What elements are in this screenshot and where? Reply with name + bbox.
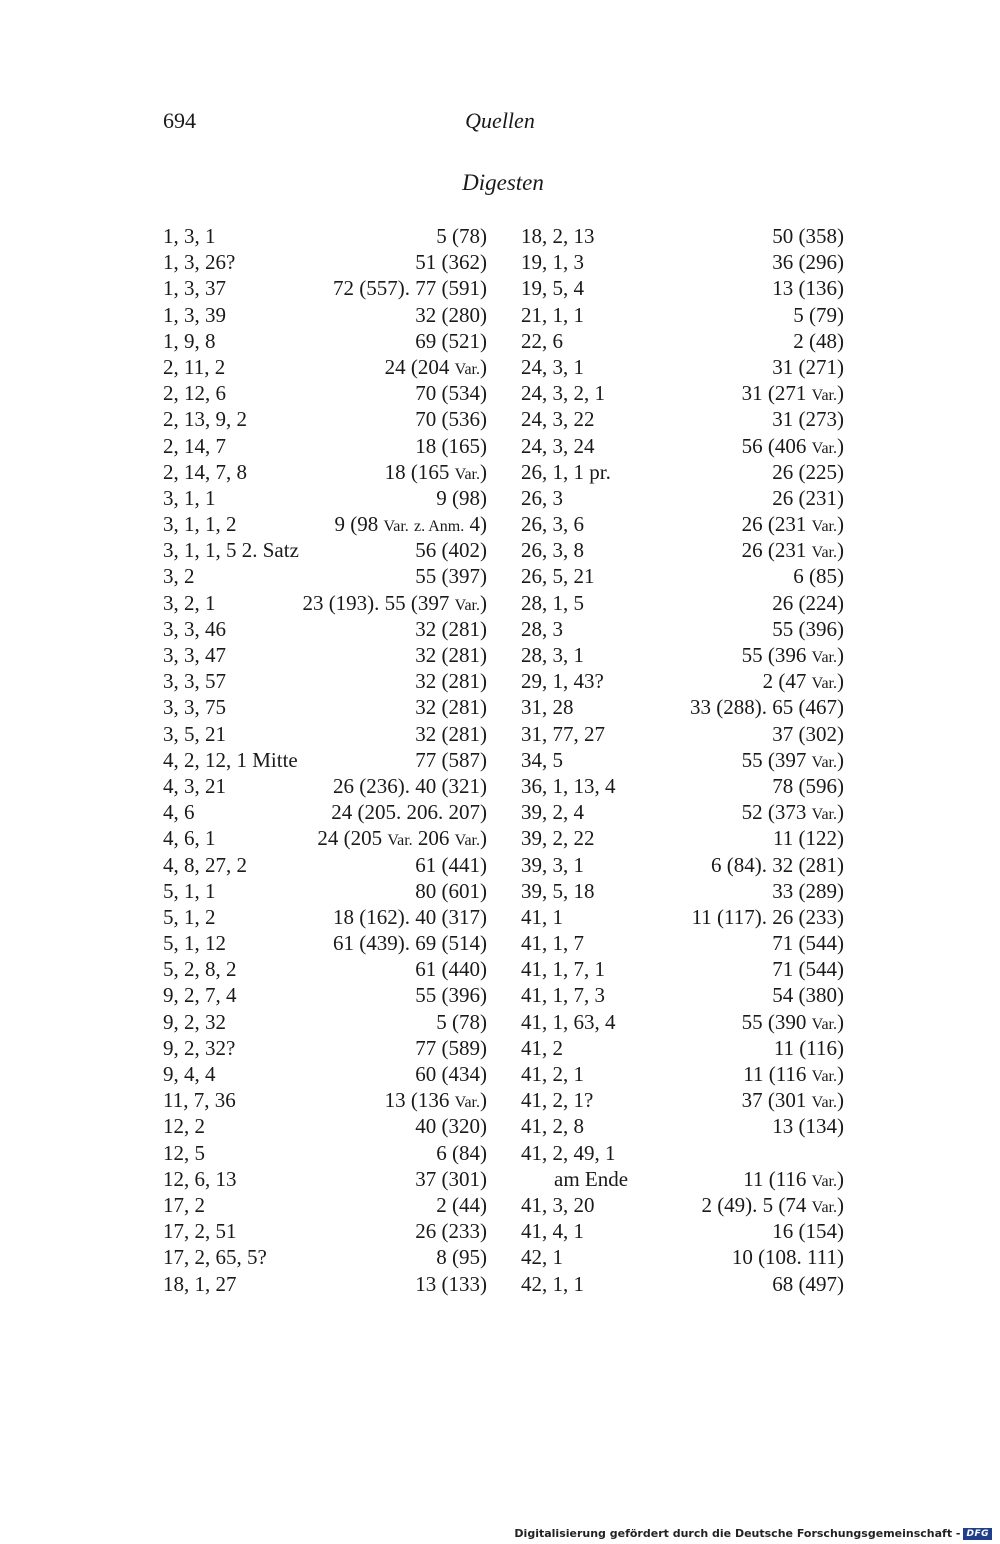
index-entry-reference: 41, 1, 7, 1 — [521, 957, 605, 982]
index-entry-pages: 52 (373 Var.) — [741, 800, 844, 825]
index-entry-pages: 55 (396 Var.) — [741, 643, 844, 667]
running-title: Quellen — [465, 108, 535, 133]
index-entry — [521, 406, 844, 432]
index-entry — [163, 1140, 487, 1166]
index-entry-pages: 56 (406 Var.) — [741, 433, 844, 458]
index-entry-pages: 50 (358) — [772, 224, 844, 248]
index-entry-reference: 1, 3, 37 — [163, 276, 226, 301]
index-entry-reference: 22, 6 — [521, 328, 563, 353]
index-entry-pages: 32 (281) — [415, 616, 487, 641]
index-entry — [163, 1009, 487, 1035]
index-entry — [521, 1087, 844, 1113]
index-entry-reference: 34, 5 — [521, 747, 563, 772]
index-entry-pages: 51 (362) — [415, 250, 487, 275]
index-entry — [521, 380, 844, 406]
index-entry-reference: 31, 28 — [521, 695, 574, 720]
index-entry-reference: 17, 2, 65, 5? — [163, 1245, 267, 1270]
index-entry-pages: 10 (108. 111) — [731, 1245, 844, 1270]
index-entry-reference: 11, 7, 36 — [163, 1088, 236, 1113]
index-entry-reference: 3, 3, 47 — [163, 643, 226, 667]
index-entry-pages: 18 (162). 40 (317) — [333, 904, 487, 929]
index-entry — [163, 878, 487, 904]
index-entry-reference: 41, 1, 7, 3 — [521, 983, 605, 1008]
index-entry-pages: 2 (47 Var.) — [762, 669, 844, 694]
index-entry — [163, 773, 487, 799]
index-entry-reference: 29, 1, 43? — [521, 669, 604, 694]
index-entry-pages: 55 (390 Var.) — [741, 1009, 844, 1034]
index-entry-pages: 78 (596) — [772, 773, 844, 798]
index-entry-pages: 6 (85) — [793, 564, 844, 589]
index-entry-reference: 5, 2, 8, 2 — [163, 957, 237, 982]
index-entry — [163, 459, 487, 485]
index-entry-reference: 19, 1, 3 — [521, 250, 584, 275]
index-column-right — [521, 223, 844, 1297]
index-entry-reference: 24, 3, 22 — [521, 407, 595, 432]
index-entry — [163, 904, 487, 930]
index-entry — [163, 328, 487, 354]
index-entry-reference: 41, 3, 20 — [521, 1192, 595, 1217]
index-entry-pages: 71 (544) — [772, 957, 844, 982]
index-entry — [163, 1061, 487, 1087]
index-entry-reference: 12, 6, 13 — [163, 1166, 237, 1191]
index-entry — [163, 563, 487, 589]
index-entry-pages: 55 (396) — [772, 616, 844, 641]
index-entry-pages: 26 (233) — [415, 1219, 487, 1244]
index-entry-pages: 6 (84) — [436, 1140, 487, 1165]
index-entry-pages: 11 (116 Var.) — [743, 1062, 844, 1086]
index-entry — [521, 275, 844, 301]
index-entry — [163, 537, 487, 563]
index-entry — [521, 642, 844, 668]
index-entry — [163, 380, 487, 406]
index-entry-reference: 2, 13, 9, 2 — [163, 407, 247, 432]
index-entry-pages: 16 (154) — [772, 1219, 844, 1244]
index-entry-pages: 26 (225) — [772, 459, 844, 484]
index-entry-pages: 80 (601) — [415, 878, 487, 903]
index-entry-pages: 32 (281) — [415, 669, 487, 694]
index-entry-reference: 3, 1, 1 — [163, 485, 216, 510]
index-entry-reference: 1, 3, 26? — [163, 250, 236, 275]
index-entry — [163, 433, 487, 459]
index-entry-pages: 9 (98) — [436, 485, 487, 510]
index-entry-reference: 39, 2, 4 — [521, 800, 584, 825]
index-entry-reference: 28, 3 — [521, 616, 563, 641]
index-entry-pages: 5 (79) — [793, 302, 844, 327]
index-column-left — [163, 223, 487, 1297]
index-entry-reference: 24, 3, 24 — [521, 433, 595, 458]
index-entry — [521, 1244, 844, 1270]
index-entry — [163, 485, 487, 511]
index-entry — [163, 694, 487, 720]
index-entry — [521, 721, 844, 747]
index-entry-reference: 42, 1 — [521, 1245, 563, 1270]
index-entry-reference: 1, 9, 8 — [163, 328, 216, 353]
index-entry-reference: 1, 3, 39 — [163, 302, 226, 327]
index-entry-reference: 9, 2, 7, 4 — [163, 983, 237, 1008]
index-entry — [163, 1113, 487, 1139]
index-entry — [521, 852, 844, 878]
index-entry-pages: 24 (205. 206. 207) — [331, 800, 487, 825]
index-entry — [521, 249, 844, 275]
index-entry-pages: 31 (271) — [772, 354, 844, 379]
index-entry-pages: 31 (271 Var.) — [741, 381, 844, 406]
index-entry — [163, 668, 487, 694]
index-entry-pages: 33 (288). 65 (467) — [690, 695, 844, 720]
index-entry-pages: 61 (440) — [415, 957, 487, 982]
index-entry-reference: 3, 1, 1, 5 2. Satz — [163, 538, 299, 563]
index-entry — [521, 328, 844, 354]
index-entry-reference: 4, 8, 27, 2 — [163, 852, 247, 877]
index-entry-pages: 13 (136 Var.) — [384, 1088, 487, 1113]
index-entry-reference: 2, 11, 2 — [163, 354, 226, 379]
index-entry — [521, 590, 844, 616]
index-entry-reference: 4, 2, 12, 1 Mitte — [163, 747, 298, 772]
index-entry-pages: 11 (116 Var.) — [743, 1166, 844, 1191]
index-entry — [521, 930, 844, 956]
index-entry-reference: 41, 2, 1 — [521, 1062, 584, 1086]
index-entry — [521, 1061, 844, 1087]
index-entry — [163, 799, 487, 825]
index-entry-pages: 60 (434) — [415, 1062, 487, 1086]
index-entry — [163, 642, 487, 668]
index-entry — [521, 1113, 844, 1139]
index-entry-reference: 28, 1, 5 — [521, 590, 584, 615]
index-entry-pages: 32 (281) — [415, 721, 487, 746]
index-entry — [163, 956, 487, 982]
index-entry-reference: 26, 3, 8 — [521, 538, 584, 563]
index-entry-reference: 3, 5, 21 — [163, 721, 226, 746]
index-entry — [521, 799, 844, 825]
index-entry-reference: 39, 3, 1 — [521, 852, 584, 877]
index-entry-pages: 55 (396) — [415, 983, 487, 1008]
index-entry-pages: 36 (296) — [772, 250, 844, 275]
index-entry-pages: 55 (397 Var.) — [741, 747, 844, 772]
index-entry-reference: 41, 1, 63, 4 — [521, 1009, 616, 1034]
index-entry-reference: 3, 3, 46 — [163, 616, 226, 641]
index-entry — [521, 1192, 844, 1218]
index-entry-pages: 40 (320) — [415, 1114, 487, 1139]
index-entry-pages: 11 (117). 26 (233) — [691, 904, 844, 929]
index-entry — [163, 982, 487, 1008]
index-entry-reference: 41, 2, 1? — [521, 1088, 594, 1113]
index-entry-pages: 11 (122) — [773, 826, 844, 851]
index-entry — [163, 354, 487, 380]
index-entry-pages: 61 (439). 69 (514) — [333, 931, 487, 956]
index-entry-pages: 13 (133) — [415, 1271, 487, 1296]
index-entry-pages: 5 (78) — [436, 1009, 487, 1034]
index-entry-pages: 26 (231) — [772, 485, 844, 510]
index-entry-reference: 39, 2, 22 — [521, 826, 595, 851]
index-entry — [521, 747, 844, 773]
index-entry-pages: 9 (98 Var. z. Anm. 4) — [334, 512, 487, 537]
index-entry — [521, 485, 844, 511]
index-entry — [521, 354, 844, 380]
index-entry — [521, 459, 844, 485]
index-entry-reference: 3, 3, 75 — [163, 695, 226, 720]
index-entry-pages: 5 (78) — [436, 224, 487, 248]
index-entry — [521, 825, 844, 851]
index-entry-reference: 3, 3, 57 — [163, 669, 226, 694]
index-entry-reference: 41, 2, 8 — [521, 1114, 584, 1139]
index-entry-pages: 61 (441) — [415, 852, 487, 877]
index-entry — [163, 223, 487, 249]
index-entry — [521, 1166, 844, 1192]
index-entry-reference: 26, 5, 21 — [521, 564, 595, 589]
index-entry — [163, 1218, 487, 1244]
index-entry-pages: 23 (193). 55 (397 Var.) — [302, 590, 487, 615]
index-entry-pages: 32 (281) — [415, 643, 487, 667]
index-entry-pages: 18 (165) — [415, 433, 487, 458]
index-entry-pages: 69 (521) — [415, 328, 487, 353]
index-entry-reference: 12, 2 — [163, 1114, 205, 1139]
footer-text: Digitalisierung gefördert durch die Deutsche Forschungsgemeinschaft - — [514, 1527, 961, 1540]
section-title: Digesten — [462, 170, 544, 195]
index-entry-pages: 70 (534) — [415, 381, 487, 406]
index-entry-reference: 28, 3, 1 — [521, 643, 584, 667]
index-entry-pages: 11 (116) — [773, 1035, 844, 1060]
index-entry-reference: am Ende — [554, 1166, 629, 1191]
index-entry — [163, 1244, 487, 1270]
dfg-logo: DFG — [963, 1528, 992, 1540]
index-entry-reference: 3, 2, 1 — [163, 590, 216, 615]
index-entry-pages: 2 (49). 5 (74 Var.) — [701, 1192, 844, 1217]
index-entry — [521, 433, 844, 459]
index-entry-reference: 26, 3 — [521, 485, 563, 510]
index-entry-pages: 26 (231 Var.) — [741, 538, 844, 563]
index-entry-reference: 19, 5, 4 — [521, 276, 584, 301]
index-entry-reference: 42, 1, 1 — [521, 1271, 584, 1296]
index-entry — [163, 1271, 487, 1297]
index-entry-reference: 2, 14, 7 — [163, 433, 226, 458]
index-entry-reference: 9, 2, 32? — [163, 1035, 236, 1060]
index-entry-pages: 26 (231 Var.) — [741, 512, 844, 537]
digitization-footer — [514, 1527, 992, 1540]
index-entry-reference: 41, 2 — [521, 1035, 563, 1060]
index-entry — [163, 930, 487, 956]
index-entry — [521, 1218, 844, 1244]
index-entry-pages: 6 (84). 32 (281) — [711, 852, 844, 877]
index-entry — [521, 1009, 844, 1035]
index-entry-pages: 32 (281) — [415, 695, 487, 720]
index-entry-pages: 32 (280) — [415, 302, 487, 327]
index-entry — [521, 1140, 844, 1166]
index-entry-pages: 37 (301) — [415, 1166, 487, 1191]
index-entry-reference: 39, 5, 18 — [521, 878, 595, 903]
index-entry — [163, 275, 487, 301]
index-entry-reference: 12, 5 — [163, 1140, 205, 1165]
index-entry — [521, 563, 844, 589]
index-entry-reference: 5, 1, 2 — [163, 904, 216, 929]
index-entry-pages: 54 (380) — [772, 983, 844, 1008]
index-entry-pages: 33 (289) — [772, 878, 844, 903]
index-entry — [163, 852, 487, 878]
index-entry-reference: 2, 12, 6 — [163, 381, 226, 406]
index-entry — [521, 537, 844, 563]
index-entry — [163, 721, 487, 747]
index-entry-pages: 71 (544) — [772, 931, 844, 956]
index-entry — [521, 773, 844, 799]
index-entry — [163, 616, 487, 642]
index-entry-pages: 24 (205 Var. 206 Var.) — [317, 826, 487, 851]
index-entry — [521, 1271, 844, 1297]
index-entry — [521, 302, 844, 328]
index-entry-reference: 24, 3, 1 — [521, 354, 584, 379]
index-entry — [521, 982, 844, 1008]
index-entry-reference: 26, 3, 6 — [521, 512, 584, 537]
index-entry-pages: 2 (44) — [436, 1192, 487, 1217]
index-entry — [163, 249, 487, 275]
index-entry — [521, 223, 844, 249]
index-entry-pages: 56 (402) — [415, 538, 487, 563]
index-entry-reference: 4, 3, 21 — [163, 773, 226, 798]
index-entry — [521, 956, 844, 982]
index-entry-pages: 26 (224) — [772, 590, 844, 615]
index-entry-reference: 4, 6 — [163, 800, 195, 825]
index-entry — [163, 406, 487, 432]
index-entry-reference: 24, 3, 2, 1 — [521, 381, 605, 406]
index-entry-reference: 2, 14, 7, 8 — [163, 459, 247, 484]
index-entry-reference: 17, 2, 51 — [163, 1219, 237, 1244]
index-entry-reference: 1, 3, 1 — [163, 224, 216, 248]
index-entry-reference: 5, 1, 1 — [163, 878, 216, 903]
index-entry — [163, 511, 487, 537]
index-entry — [163, 1087, 487, 1113]
index-entry — [521, 878, 844, 904]
index-entry-pages: 68 (497) — [772, 1271, 844, 1296]
index-entry — [521, 668, 844, 694]
index-entry-reference: 31, 77, 27 — [521, 721, 605, 746]
index-entry — [163, 302, 487, 328]
index-entry — [521, 904, 844, 930]
index-entry-reference: 9, 2, 32 — [163, 1009, 226, 1034]
index-entry-reference: 18, 2, 13 — [521, 224, 595, 248]
index-entry-reference: 17, 2 — [163, 1192, 205, 1217]
index-entry-pages: 13 (134) — [772, 1114, 844, 1139]
index-entry-pages: 8 (95) — [436, 1245, 487, 1270]
index-entry-reference: 41, 1 — [521, 904, 563, 929]
index-entry — [163, 1166, 487, 1192]
index-entry-pages: 26 (236). 40 (321) — [333, 773, 487, 798]
index-entry-reference: 5, 1, 12 — [163, 931, 226, 956]
index-entry-pages: 55 (397) — [415, 564, 487, 589]
index-entry — [521, 511, 844, 537]
index-entry-reference: 41, 2, 49, 1 — [521, 1140, 616, 1165]
index-entry-reference: 36, 1, 13, 4 — [521, 773, 616, 798]
index-entry-reference: 21, 1, 1 — [521, 302, 584, 327]
index-entry-reference: 3, 1, 1, 2 — [163, 512, 237, 537]
index-entry — [521, 616, 844, 642]
index-entry — [521, 694, 844, 720]
index-entry-pages: 70 (536) — [415, 407, 487, 432]
index-entry-reference: 4, 6, 1 — [163, 826, 216, 851]
index-entry-reference: 41, 4, 1 — [521, 1219, 584, 1244]
index-entry — [163, 1192, 487, 1218]
index-entry-reference: 41, 1, 7 — [521, 931, 584, 956]
index-entry-pages: 37 (301 Var.) — [741, 1088, 844, 1113]
index-entry-pages: 77 (587) — [415, 747, 487, 772]
index-entry-pages: 72 (557). 77 (591) — [333, 276, 487, 301]
index-entry-pages: 24 (204 Var.) — [384, 354, 487, 379]
index-entry-pages: 18 (165 Var.) — [384, 459, 487, 484]
index-entry-pages: 13 (136) — [772, 276, 844, 301]
page-number: 694 — [163, 108, 196, 133]
index-entry-reference: 26, 1, 1 pr. — [521, 459, 611, 484]
index-entry-pages: 2 (48) — [793, 328, 844, 353]
index-entry-reference: 3, 2 — [163, 564, 195, 589]
index-entry-reference: 9, 4, 4 — [163, 1062, 216, 1086]
index-entry-pages: 77 (589) — [415, 1035, 487, 1060]
index-entry — [521, 1035, 844, 1061]
index-entry-pages: 31 (273) — [772, 407, 844, 432]
index-entry — [163, 590, 487, 616]
index-entry — [163, 1035, 487, 1061]
index-entry — [163, 825, 487, 851]
index-entry — [163, 747, 487, 773]
index-entry-pages: 37 (302) — [772, 721, 844, 746]
index-entry-reference: 18, 1, 27 — [163, 1271, 237, 1296]
